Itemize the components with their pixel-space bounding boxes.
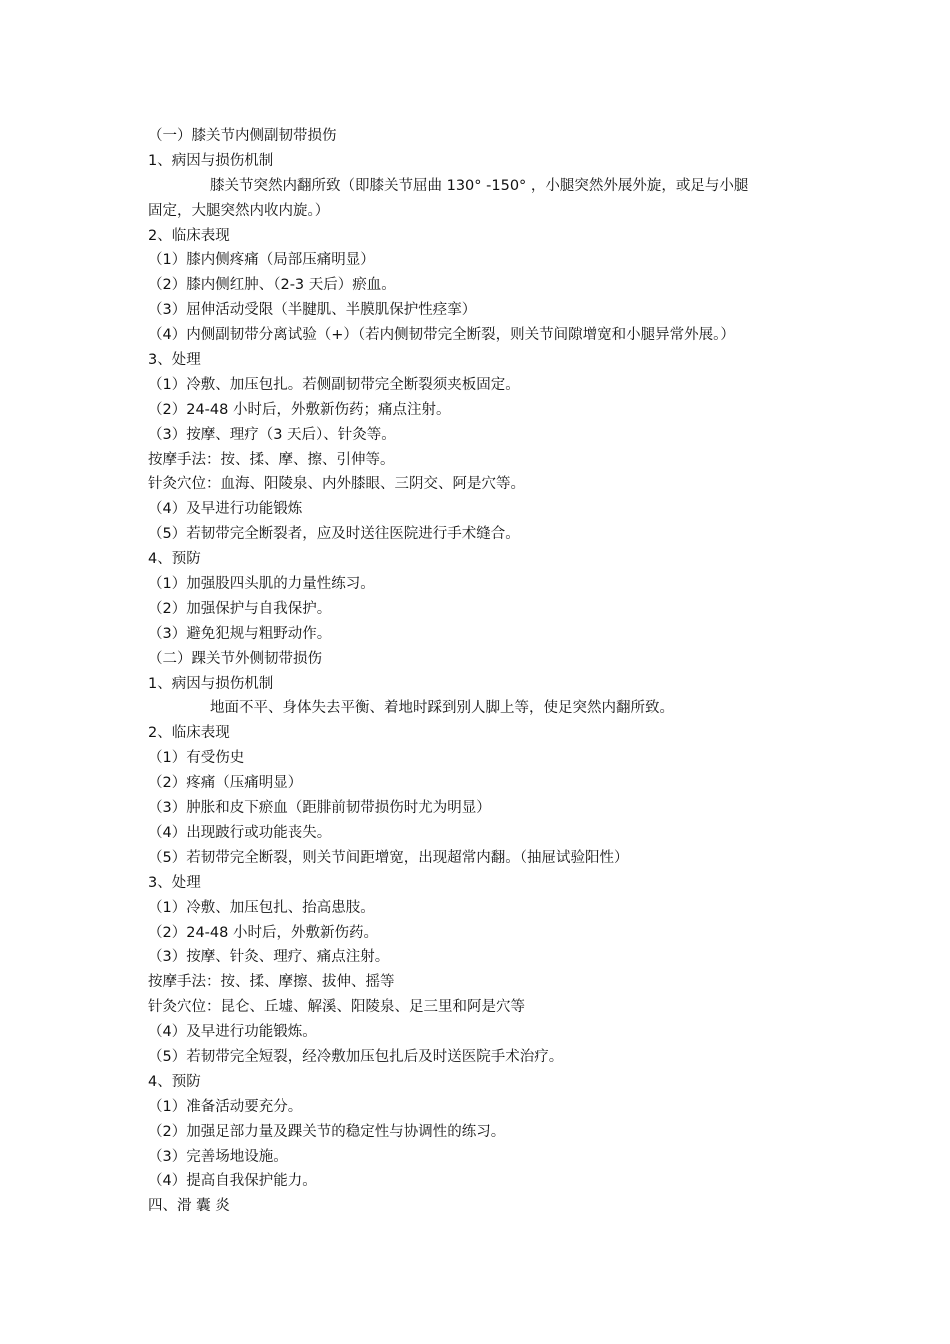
subheading-treatment: 3、处理	[148, 352, 201, 369]
list-item: （5）若韧带完全断裂者，应及时送往医院进行手术缝合。	[148, 526, 520, 543]
subheading-prevention: 4、预防	[148, 1073, 201, 1090]
list-item: （2）疼痛（压痛明显）	[148, 775, 303, 792]
list-item: （4）内侧副韧带分离试验（+）（若内侧韧带完全断裂，则关节间隙增宽和小腿异常外展。）	[148, 327, 735, 344]
list-item: （2）24-48 小时后，外敷新伤药；痛点注射。	[148, 401, 451, 418]
subheading-treatment: 3、处理	[148, 874, 201, 891]
subheading-cause: 1、病因与损伤机制	[148, 152, 274, 169]
list-item: 针灸穴位：昆仑、丘墟、解溪、阳陵泉、足三里和阿是穴等	[148, 999, 525, 1016]
section-heading-ankle: （二）踝关节外侧韧带损伤	[148, 650, 322, 667]
list-item: （3）按摩、理疗（3 天后）、针灸等。	[148, 426, 396, 443]
section-heading-knee: （一）膝关节内侧副韧带损伤	[148, 128, 337, 144]
list-item: 按摩手法：按、揉、摩、擦、引伸等。	[148, 451, 395, 468]
list-item: （1）加强股四头肌的力量性练习。	[148, 576, 375, 593]
subheading-symptoms: 2、临床表现	[148, 725, 230, 742]
list-item: （5）若韧带完全短裂，经冷敷加压包扎后及时送医院手术治疗。	[148, 1048, 564, 1065]
list-item: 按摩手法：按、揉、摩擦、拔伸、摇等	[148, 974, 395, 991]
list-item: （5）若韧带完全断裂，则关节间距增宽，出现超常内翻。（抽屉试验阳性）	[148, 849, 629, 866]
paragraph-line: 固定，大腿突然内收内旋。）	[148, 202, 330, 219]
list-item: （1）准备活动要充分。	[148, 1098, 303, 1115]
list-item: （1）冷敷、加压包扎。若侧副韧带完全断裂须夹板固定。	[148, 376, 520, 393]
list-item: （4）及早进行功能锻炼	[148, 501, 303, 518]
list-item: （4）出现跛行或功能丧失。	[148, 824, 332, 841]
list-item: （4）提高自我保护能力。	[148, 1173, 317, 1190]
list-item: （3）按摩、针灸、理疗、痛点注射。	[148, 949, 390, 966]
list-item: （2）24-48 小时后，外敷新伤药。	[148, 924, 378, 941]
section-heading-bursitis: 四、滑 囊 炎	[148, 1198, 230, 1215]
list-item: （2）加强足部力量及踝关节的稳定性与协调性的练习。	[148, 1123, 506, 1140]
subheading-cause: 1、病因与损伤机制	[148, 675, 274, 692]
subheading-prevention: 4、预防	[148, 551, 201, 568]
subheading-symptoms: 2、临床表现	[148, 227, 230, 244]
document-body	[148, 124, 808, 1219]
list-item: （2）膝内侧红肿、（2-3 天后）瘀血。	[148, 277, 396, 294]
list-item: （3）避免犯规与粗野动作。	[148, 625, 332, 642]
list-item: （3）肿胀和皮下瘀血（距腓前韧带损伤时尤为明显）	[148, 800, 491, 817]
list-item: （3）屈伸活动受限（半腱肌、半膜肌保护性痉挛）	[148, 302, 477, 319]
list-item: （1）膝内侧疼痛（局部压痛明显）	[148, 252, 375, 269]
list-item: （1）有受伤史	[148, 750, 245, 767]
paragraph-line: 膝关节突然内翻所致（即膝关节屈曲 130° -150° ，小腿突然外展外旋，或足与小腿	[210, 177, 749, 194]
list-item: （4）及早进行功能锻炼。	[148, 1024, 317, 1041]
list-item: （1）冷敷、加压包扎、抬高患肢。	[148, 899, 375, 916]
list-item: （2）加强保护与自我保护。	[148, 600, 332, 617]
list-item: （3）完善场地设施。	[148, 1148, 288, 1165]
paragraph-line: 地面不平、身体失去平衡、着地时踩到别人脚上等，使足突然内翻所致。	[210, 700, 674, 717]
list-item: 针灸穴位：血海、阳陵泉、内外膝眼、三阴交、阿是穴等。	[148, 476, 525, 493]
